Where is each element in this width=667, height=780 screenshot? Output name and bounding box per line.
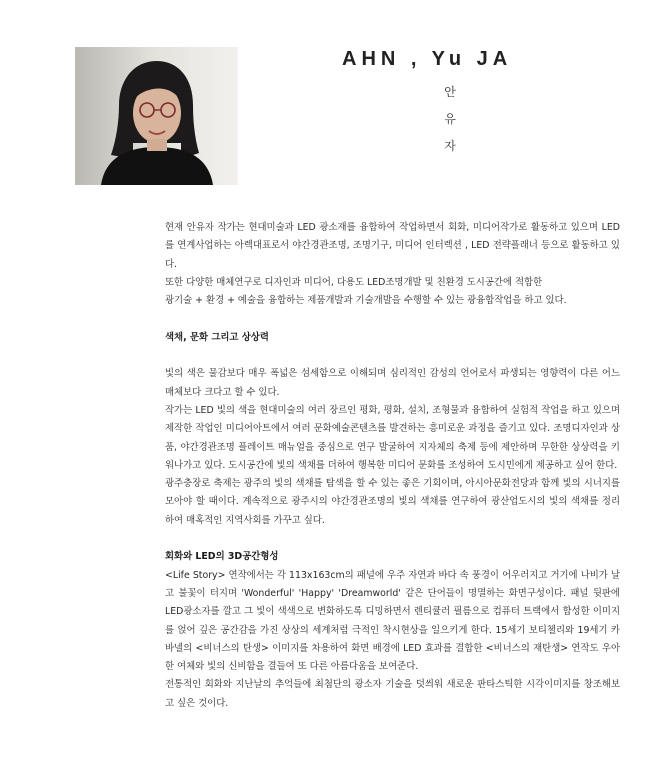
section-paragraph: <Life Story> 연작에서는 각 113x163cm의 패널에 우주 자연과 바다 속 풍경이 어우러지고 거기에 나비가 날고 불꽃이 터지며 'Wonderful' 'Happy' 'Dreamworld' 같은 단어들이 명멸하는 화면구성이다. 패널 뒷판에 LED광소자를 깔고 그 빛이 색색으로 변화하도록 디밍하면서 렌티큘러 필름으로 컴퓨터 트랙에서 합성한 이미지를 얹어 깊은 공간감을 가진 상상의 세계처럼 극적인 착시현상을 일으키게 한다. 15세기 보티첼리와 19세기 카바넬의 <비너스의 탄생> 이미지를 차용하여 화면 배경에 LED 효과를 결합한 <비너스의 재탄생> 연작도 우아한 여체와 빛의 신비함을 결들여 또 다른 아름다움을 보여준다. — [165, 569, 620, 673]
section-heading: 회화와 LED의 3D공간형성 — [165, 551, 279, 563]
artist-name-korean — [438, 79, 462, 160]
section-paragraph: 작가는 LED 빛의 색을 현대미술의 여러 장르인 평화, 평화, 설치, 조형물과 융합하여 실험적 작업을 하고 있으며 제작한 작업인 미디어아트에서 여러 문화예술콘텐츠를 발견하는 흥미로운 과정을 즐기고 있다. 조명디자인과 상품, 야간경관조명 플레이트 매뉴얼을 중심으로 연구 발굴하여 지자체의 축제 등에 제안하며 무한한 상상력을 키워나가고 있다. 도시공간에 빛의 색채를 더하여 행복한 미디어 문화를 조성하여 도시민에게 제공하고 싶어 한다. — [165, 404, 620, 471]
section-heading: 색채, 문화 그리고 상상력 — [165, 331, 269, 343]
intro-paragraph: 현재 안유자 작가는 현대미술과 LED 광소재를 융합하여 작업하면서 회화, 미디어작가로 활동하고 있으며 LED를 연계사업하는 아렉대표로서 야간경관조명, 조명기구, 미디어 인터렉션 , LED 전략플래너 등으로 활동하고 있다. — [165, 222, 620, 270]
korean-name-char: 유 — [444, 112, 456, 126]
biography-text — [165, 219, 620, 713]
artist-name-english: AHN , Yu JA — [342, 48, 513, 70]
portrait-photo-icon — [75, 47, 238, 185]
profile-photo — [75, 47, 238, 185]
korean-name-char: 자 — [444, 139, 456, 153]
section-paragraph: 광주충장로 축제는 광주의 빛의 색채를 탐색을 할 수 있는 좋은 기회이며, 아시아문화전당과 함께 빛의 시너지를 모아야 할 때이다. 계속적으로 광주시의 야간경관조명의 빛의 색채를 연구하여 광산업도시의 빛의 색채를 정리하여 매혹적인 지역사회를 가꾸고 싶다. — [165, 478, 620, 526]
korean-name-char: 안 — [444, 85, 456, 99]
intro-paragraph: 또한 다양한 매체연구로 디자인과 미디어, 다용도 LED조명개발 및 친환경 도시공간에 적합한 — [165, 276, 543, 288]
intro-paragraph: 광기술 + 환경 + 예술을 융합하는 제품개발과 기술개발을 수행할 수 있는 광융합작업을 하고 있다. — [165, 295, 567, 307]
section-paragraph: 빛의 색은 물감보다 매우 폭넓은 섬세함으로 이해되며 심리적인 감성의 언어로서 파생되는 영향력이 다른 어느 매체보다 크다고 할 수 있다. — [165, 368, 620, 398]
section-paragraph: 전통적인 회화와 지난날의 추억들에 최첨단의 광소자 기술을 덧씌워 새로운 판타스틱한 시각이미지를 창조해보고 싶은 것이다. — [165, 679, 620, 709]
